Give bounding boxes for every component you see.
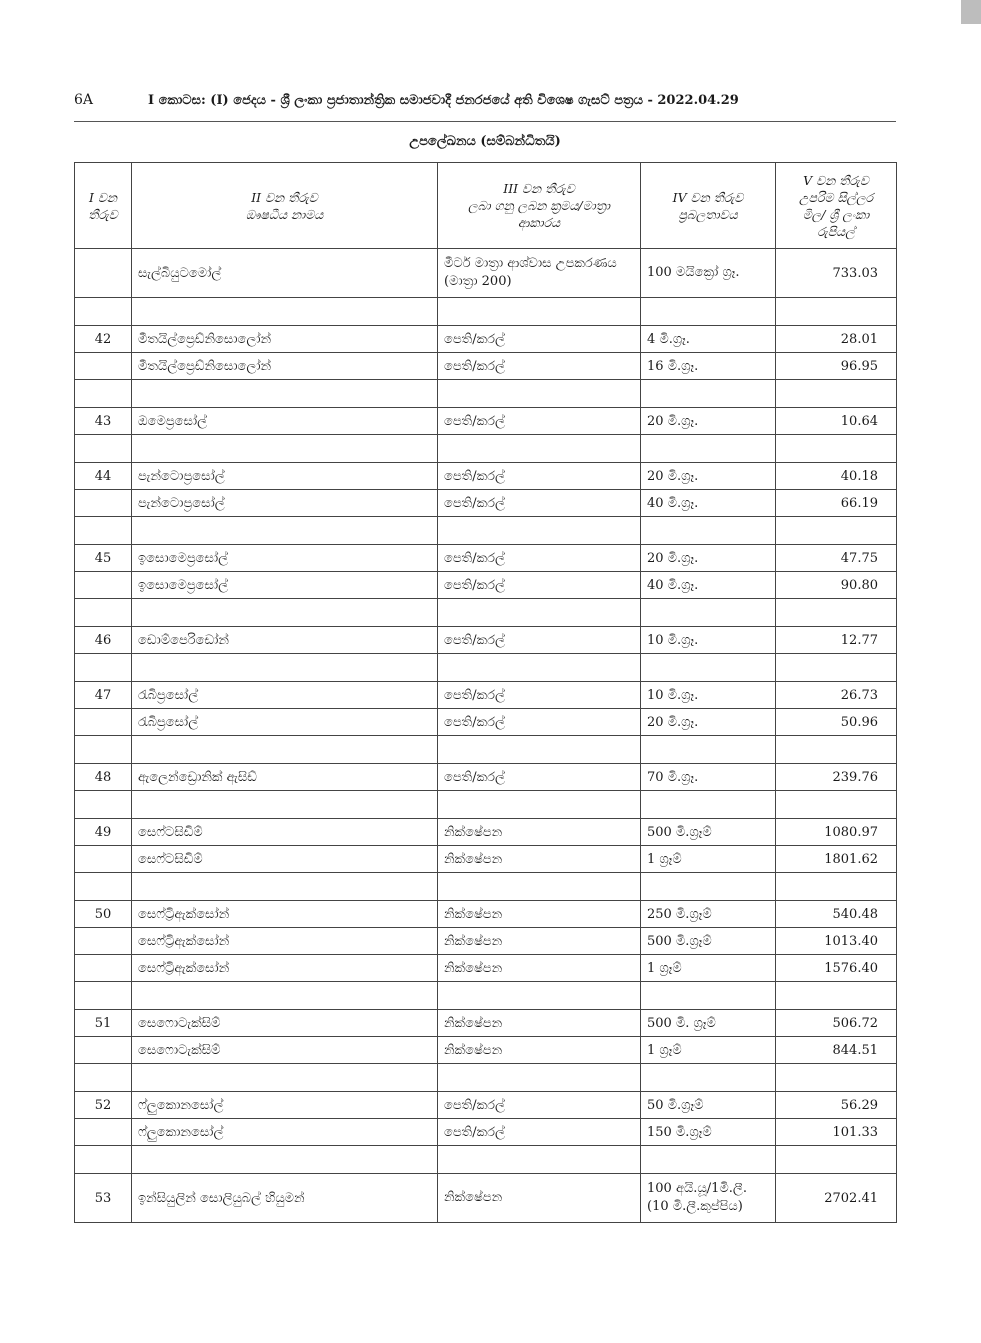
table-row xyxy=(75,682,897,709)
spacer-row xyxy=(75,1064,897,1092)
drug-name-cell: ෆ්ලුකොනසෝල් xyxy=(132,1092,438,1119)
dosage-form-cell: පෙති/කරල් xyxy=(438,545,641,572)
empty-cell xyxy=(75,435,132,463)
empty-cell xyxy=(438,1146,641,1174)
item-number-cell xyxy=(75,249,132,298)
spacer-row xyxy=(75,298,897,326)
empty-cell xyxy=(776,298,897,326)
price-cell: 1013.40 xyxy=(776,928,897,955)
price-cell: 56.29 xyxy=(776,1092,897,1119)
table-row xyxy=(75,1010,897,1037)
dosage-form-cell: නික්ෂේපන xyxy=(438,955,641,982)
spacer-row xyxy=(75,599,897,627)
drug-name-cell: සැල්බියුටමෝල් xyxy=(132,249,438,298)
dosage-form-cell: පෙති/කරල් xyxy=(438,764,641,791)
empty-cell xyxy=(438,791,641,819)
table-row xyxy=(75,490,897,517)
table-row xyxy=(75,627,897,654)
empty-cell xyxy=(75,298,132,326)
gazette-title: I කොටස: (I) ජෙදය - ශ්‍රී ලංකා ප්‍රජාතාන්ත්‍රික සමාජවාදී ජනරජයේ අති විශෙෂ ගැසට් පත්‍රය - 2022.04.29 xyxy=(148,93,739,108)
drug-name-cell: රැබිප්‍රසෝල් xyxy=(132,709,438,736)
item-number-cell: 51 xyxy=(75,1010,132,1037)
drug-name-cell: පැන්ටොප්‍රසෝල් xyxy=(132,490,438,517)
strength-cell: 1 ග්‍රෑම් xyxy=(641,846,776,873)
price-cell: 66.19 xyxy=(776,490,897,517)
empty-cell xyxy=(438,380,641,408)
table-header-row xyxy=(75,163,897,249)
dosage-form-cell: පෙති/කරල් xyxy=(438,490,641,517)
dosage-form-cell: නික්ෂේපන xyxy=(438,1174,641,1223)
empty-cell xyxy=(438,736,641,764)
drug-name-cell: ඇලෙන්ඩ්‍රොනික් ඇසිඩ් xyxy=(132,764,438,791)
empty-cell xyxy=(75,1064,132,1092)
strength-cell: 250 මි.ග්‍රෑම් xyxy=(641,901,776,928)
item-number-cell: 46 xyxy=(75,627,132,654)
empty-cell xyxy=(438,654,641,682)
strength-cell: 40 මි.ග්‍රෑ. xyxy=(641,490,776,517)
item-number-cell xyxy=(75,1037,132,1064)
table-row xyxy=(75,249,897,298)
empty-cell xyxy=(438,1064,641,1092)
empty-cell xyxy=(438,982,641,1010)
empty-cell xyxy=(132,517,438,545)
item-number-cell: 47 xyxy=(75,682,132,709)
item-number-cell: 52 xyxy=(75,1092,132,1119)
empty-cell xyxy=(132,873,438,901)
column-header-dosage-form: III වන තීරුව ලබා ගනු ලබන ක්‍රමය/මාත්‍රා ආකාරය xyxy=(438,163,641,249)
drug-name-cell: මීතයිල්ප්‍රෙඩ්නිසොලෝන් xyxy=(132,353,438,380)
drug-name-cell: ඉසොමෙප්‍රසෝල් xyxy=(132,545,438,572)
item-number-cell xyxy=(75,572,132,599)
item-number-cell xyxy=(75,709,132,736)
item-number-cell xyxy=(75,490,132,517)
empty-cell xyxy=(438,298,641,326)
price-cell: 101.33 xyxy=(776,1119,897,1146)
dosage-form-cell: මීටර් මාත්‍රා ආශ්වාස උපකරණය (මාත්‍රා 200) xyxy=(438,249,641,298)
price-cell: 1576.40 xyxy=(776,955,897,982)
dosage-form-cell: නික්ෂේපන xyxy=(438,901,641,928)
drug-name-cell: ඉසොමෙප්‍රසෝල් xyxy=(132,572,438,599)
drug-name-cell: සෙෆ්ටසිඩිම් xyxy=(132,819,438,846)
dosage-form-cell: පෙති/කරල් xyxy=(438,408,641,435)
price-cell: 1801.62 xyxy=(776,846,897,873)
table-row xyxy=(75,928,897,955)
empty-cell xyxy=(132,791,438,819)
empty-cell xyxy=(776,1064,897,1092)
strength-cell: 20 මි.ග්‍රෑ. xyxy=(641,545,776,572)
empty-cell xyxy=(75,380,132,408)
empty-cell xyxy=(641,654,776,682)
dosage-form-cell: නික්ෂේපන xyxy=(438,819,641,846)
item-number-cell: 49 xyxy=(75,819,132,846)
strength-cell: 150 මි.ග්‍රෑම් xyxy=(641,1119,776,1146)
price-cell: 2702.41 xyxy=(776,1174,897,1223)
empty-cell xyxy=(641,380,776,408)
empty-cell xyxy=(132,435,438,463)
empty-cell xyxy=(132,1064,438,1092)
price-cell: 28.01 xyxy=(776,326,897,353)
item-number-cell: 48 xyxy=(75,764,132,791)
strength-cell: 500 මි. ග්‍රෑම් xyxy=(641,1010,776,1037)
empty-cell xyxy=(641,599,776,627)
price-cell: 733.03 xyxy=(776,249,897,298)
price-cell: 1080.97 xyxy=(776,819,897,846)
empty-cell xyxy=(641,298,776,326)
empty-cell xyxy=(132,599,438,627)
column-header-max-retail-price: V වන තීරුව උපරිම සිල්ලර මිල/ ශ්‍රී ලංකා රුපියල් xyxy=(776,163,897,249)
item-number-cell: 43 xyxy=(75,408,132,435)
drug-name-cell: සෙෆොටැක්සිම් xyxy=(132,1037,438,1064)
empty-cell xyxy=(641,435,776,463)
empty-cell xyxy=(641,1146,776,1174)
dosage-form-cell: පෙති/කරල් xyxy=(438,572,641,599)
empty-cell xyxy=(641,736,776,764)
empty-cell xyxy=(75,654,132,682)
strength-cell: 20 මි.ග්‍රෑ. xyxy=(641,408,776,435)
strength-cell: 16 මි.ග්‍රෑ. xyxy=(641,353,776,380)
column-header-drug-name: II වන තීරුව ඖෂධීය නාමය xyxy=(132,163,438,249)
table-row xyxy=(75,572,897,599)
dosage-form-cell: පෙති/කරල් xyxy=(438,682,641,709)
item-number-cell: 45 xyxy=(75,545,132,572)
table-row xyxy=(75,353,897,380)
dosage-form-cell: පෙති/කරල් xyxy=(438,463,641,490)
drug-name-cell: සෙෆ්ට්‍රිඇක්සෝන් xyxy=(132,928,438,955)
drug-name-cell: ඔමෙප්‍රසෝල් xyxy=(132,408,438,435)
drug-name-cell: සෙෆොටැක්සිම් xyxy=(132,1010,438,1037)
dosage-form-cell: පෙති/කරල් xyxy=(438,627,641,654)
empty-cell xyxy=(641,517,776,545)
header-rule xyxy=(74,121,896,122)
dosage-form-cell: පෙති/කරල් xyxy=(438,709,641,736)
empty-cell xyxy=(132,380,438,408)
item-number-cell: 44 xyxy=(75,463,132,490)
empty-cell xyxy=(776,380,897,408)
scan-top-edge xyxy=(0,0,981,24)
drug-name-cell: සෙෆ්ට්‍රිඇක්සෝන් xyxy=(132,901,438,928)
drug-name-cell: රැබිප්‍රසෝල් xyxy=(132,682,438,709)
empty-cell xyxy=(75,791,132,819)
drug-name-cell: ඉන්සියුලින් සොලියුබල් හියුමන් xyxy=(132,1174,438,1223)
spacer-row xyxy=(75,791,897,819)
dosage-form-cell: නික්ෂේපන xyxy=(438,928,641,955)
strength-cell: 20 මි.ග්‍රෑ. xyxy=(641,463,776,490)
empty-cell xyxy=(641,791,776,819)
item-number-cell xyxy=(75,928,132,955)
strength-cell: 100 මයික්‍රෝ ග්‍රෑ. xyxy=(641,249,776,298)
dosage-form-cell: නික්ෂේපන xyxy=(438,1037,641,1064)
empty-cell xyxy=(776,873,897,901)
price-cell: 96.95 xyxy=(776,353,897,380)
dosage-form-cell: පෙති/කරල් xyxy=(438,1119,641,1146)
strength-cell: 10 මි.ග්‍රෑ. xyxy=(641,627,776,654)
empty-cell xyxy=(132,298,438,326)
table-row xyxy=(75,463,897,490)
drug-name-cell: මීතයිල්ප්‍රෙඩ්නිසොලෝන් xyxy=(132,326,438,353)
spacer-row xyxy=(75,435,897,463)
table-row xyxy=(75,1119,897,1146)
price-cell: 10.64 xyxy=(776,408,897,435)
price-cell: 50.96 xyxy=(776,709,897,736)
price-cell: 26.73 xyxy=(776,682,897,709)
price-cell: 540.48 xyxy=(776,901,897,928)
empty-cell xyxy=(776,791,897,819)
drug-name-cell: පැන්ටොප්‍රසෝල් xyxy=(132,463,438,490)
dosage-form-cell: නික්ෂේපන xyxy=(438,846,641,873)
item-number-cell: 50 xyxy=(75,901,132,928)
strength-cell: 10 මි.ග්‍රෑ. xyxy=(641,682,776,709)
empty-cell xyxy=(75,873,132,901)
price-cell: 90.80 xyxy=(776,572,897,599)
drug-name-cell: සෙෆ්ට්‍රිඇක්සෝන් xyxy=(132,955,438,982)
price-cell: 506.72 xyxy=(776,1010,897,1037)
spacer-row xyxy=(75,1146,897,1174)
spacer-row xyxy=(75,380,897,408)
table-row xyxy=(75,545,897,572)
dosage-form-cell: පෙති/කරල් xyxy=(438,1092,641,1119)
empty-cell xyxy=(776,736,897,764)
empty-cell xyxy=(641,873,776,901)
empty-cell xyxy=(776,654,897,682)
dosage-form-cell: පෙති/කරල් xyxy=(438,353,641,380)
strength-cell: 100 අයි.යූ/1මි.ලී. (10 මි.ලී.කුප්පිය) xyxy=(641,1174,776,1223)
table-row xyxy=(75,1174,897,1223)
strength-cell: 1 ග්‍රෑම් xyxy=(641,1037,776,1064)
table-row xyxy=(75,1092,897,1119)
spacer-row xyxy=(75,982,897,1010)
price-schedule-table xyxy=(74,162,897,1223)
column-header-strength: IV වන තීරුව ප්‍රබලතාවය xyxy=(641,163,776,249)
item-number-cell: 53 xyxy=(75,1174,132,1223)
empty-cell xyxy=(776,435,897,463)
page-header xyxy=(74,92,896,114)
table-row xyxy=(75,1037,897,1064)
empty-cell xyxy=(438,517,641,545)
empty-cell xyxy=(132,1146,438,1174)
empty-cell xyxy=(132,982,438,1010)
empty-cell xyxy=(776,599,897,627)
price-cell: 239.76 xyxy=(776,764,897,791)
strength-cell: 1 ග්‍රෑම් xyxy=(641,955,776,982)
table-row xyxy=(75,819,897,846)
empty-cell xyxy=(438,599,641,627)
strength-cell: 40 මි.ග්‍රෑ. xyxy=(641,572,776,599)
spacer-row xyxy=(75,873,897,901)
empty-cell xyxy=(75,982,132,1010)
table-row xyxy=(75,955,897,982)
strength-cell: 500 මි.ග්‍රෑම් xyxy=(641,928,776,955)
item-number-cell xyxy=(75,846,132,873)
strength-cell: 4 මි.ග්‍රෑ. xyxy=(641,326,776,353)
price-cell: 47.75 xyxy=(776,545,897,572)
page-number: 6A xyxy=(74,92,94,108)
empty-cell xyxy=(132,654,438,682)
schedule-title: උපලේඛනය (සම්බන්ධිතයි) xyxy=(409,134,561,149)
strength-cell: 50 මි.ග්‍රෑම් xyxy=(641,1092,776,1119)
price-cell: 844.51 xyxy=(776,1037,897,1064)
item-number-cell xyxy=(75,1119,132,1146)
empty-cell xyxy=(132,736,438,764)
strength-cell: 500 මි.ග්‍රෑම් xyxy=(641,819,776,846)
table-row xyxy=(75,764,897,791)
dosage-form-cell: නික්ෂේපන xyxy=(438,1010,641,1037)
drug-name-cell: ෆ්ලුකොනසෝල් xyxy=(132,1119,438,1146)
spacer-row xyxy=(75,736,897,764)
dosage-form-cell: පෙති/කරල් xyxy=(438,326,641,353)
drug-name-cell: සෙෆ්ටසිඩිම් xyxy=(132,846,438,873)
table-row xyxy=(75,846,897,873)
item-number-cell xyxy=(75,353,132,380)
empty-cell xyxy=(641,1064,776,1092)
drug-name-cell: ඩොම්පෙරිඩෝන් xyxy=(132,627,438,654)
empty-cell xyxy=(776,982,897,1010)
strength-cell: 20 මි.ග්‍රෑ. xyxy=(641,709,776,736)
table-row xyxy=(75,326,897,353)
table-row xyxy=(75,901,897,928)
spacer-row xyxy=(75,517,897,545)
empty-cell xyxy=(75,599,132,627)
empty-cell xyxy=(776,1146,897,1174)
empty-cell xyxy=(75,1146,132,1174)
price-cell: 40.18 xyxy=(776,463,897,490)
empty-cell xyxy=(75,517,132,545)
empty-cell xyxy=(438,873,641,901)
empty-cell xyxy=(776,517,897,545)
column-header-number: I වන තීරුව xyxy=(75,163,132,249)
spacer-row xyxy=(75,654,897,682)
empty-cell xyxy=(641,982,776,1010)
empty-cell xyxy=(438,435,641,463)
empty-cell xyxy=(75,736,132,764)
strength-cell: 70 මි.ග්‍රෑ. xyxy=(641,764,776,791)
item-number-cell: 42 xyxy=(75,326,132,353)
item-number-cell xyxy=(75,955,132,982)
scan-edge-shadow xyxy=(961,0,981,24)
price-cell: 12.77 xyxy=(776,627,897,654)
table-row xyxy=(75,709,897,736)
table-row xyxy=(75,408,897,435)
